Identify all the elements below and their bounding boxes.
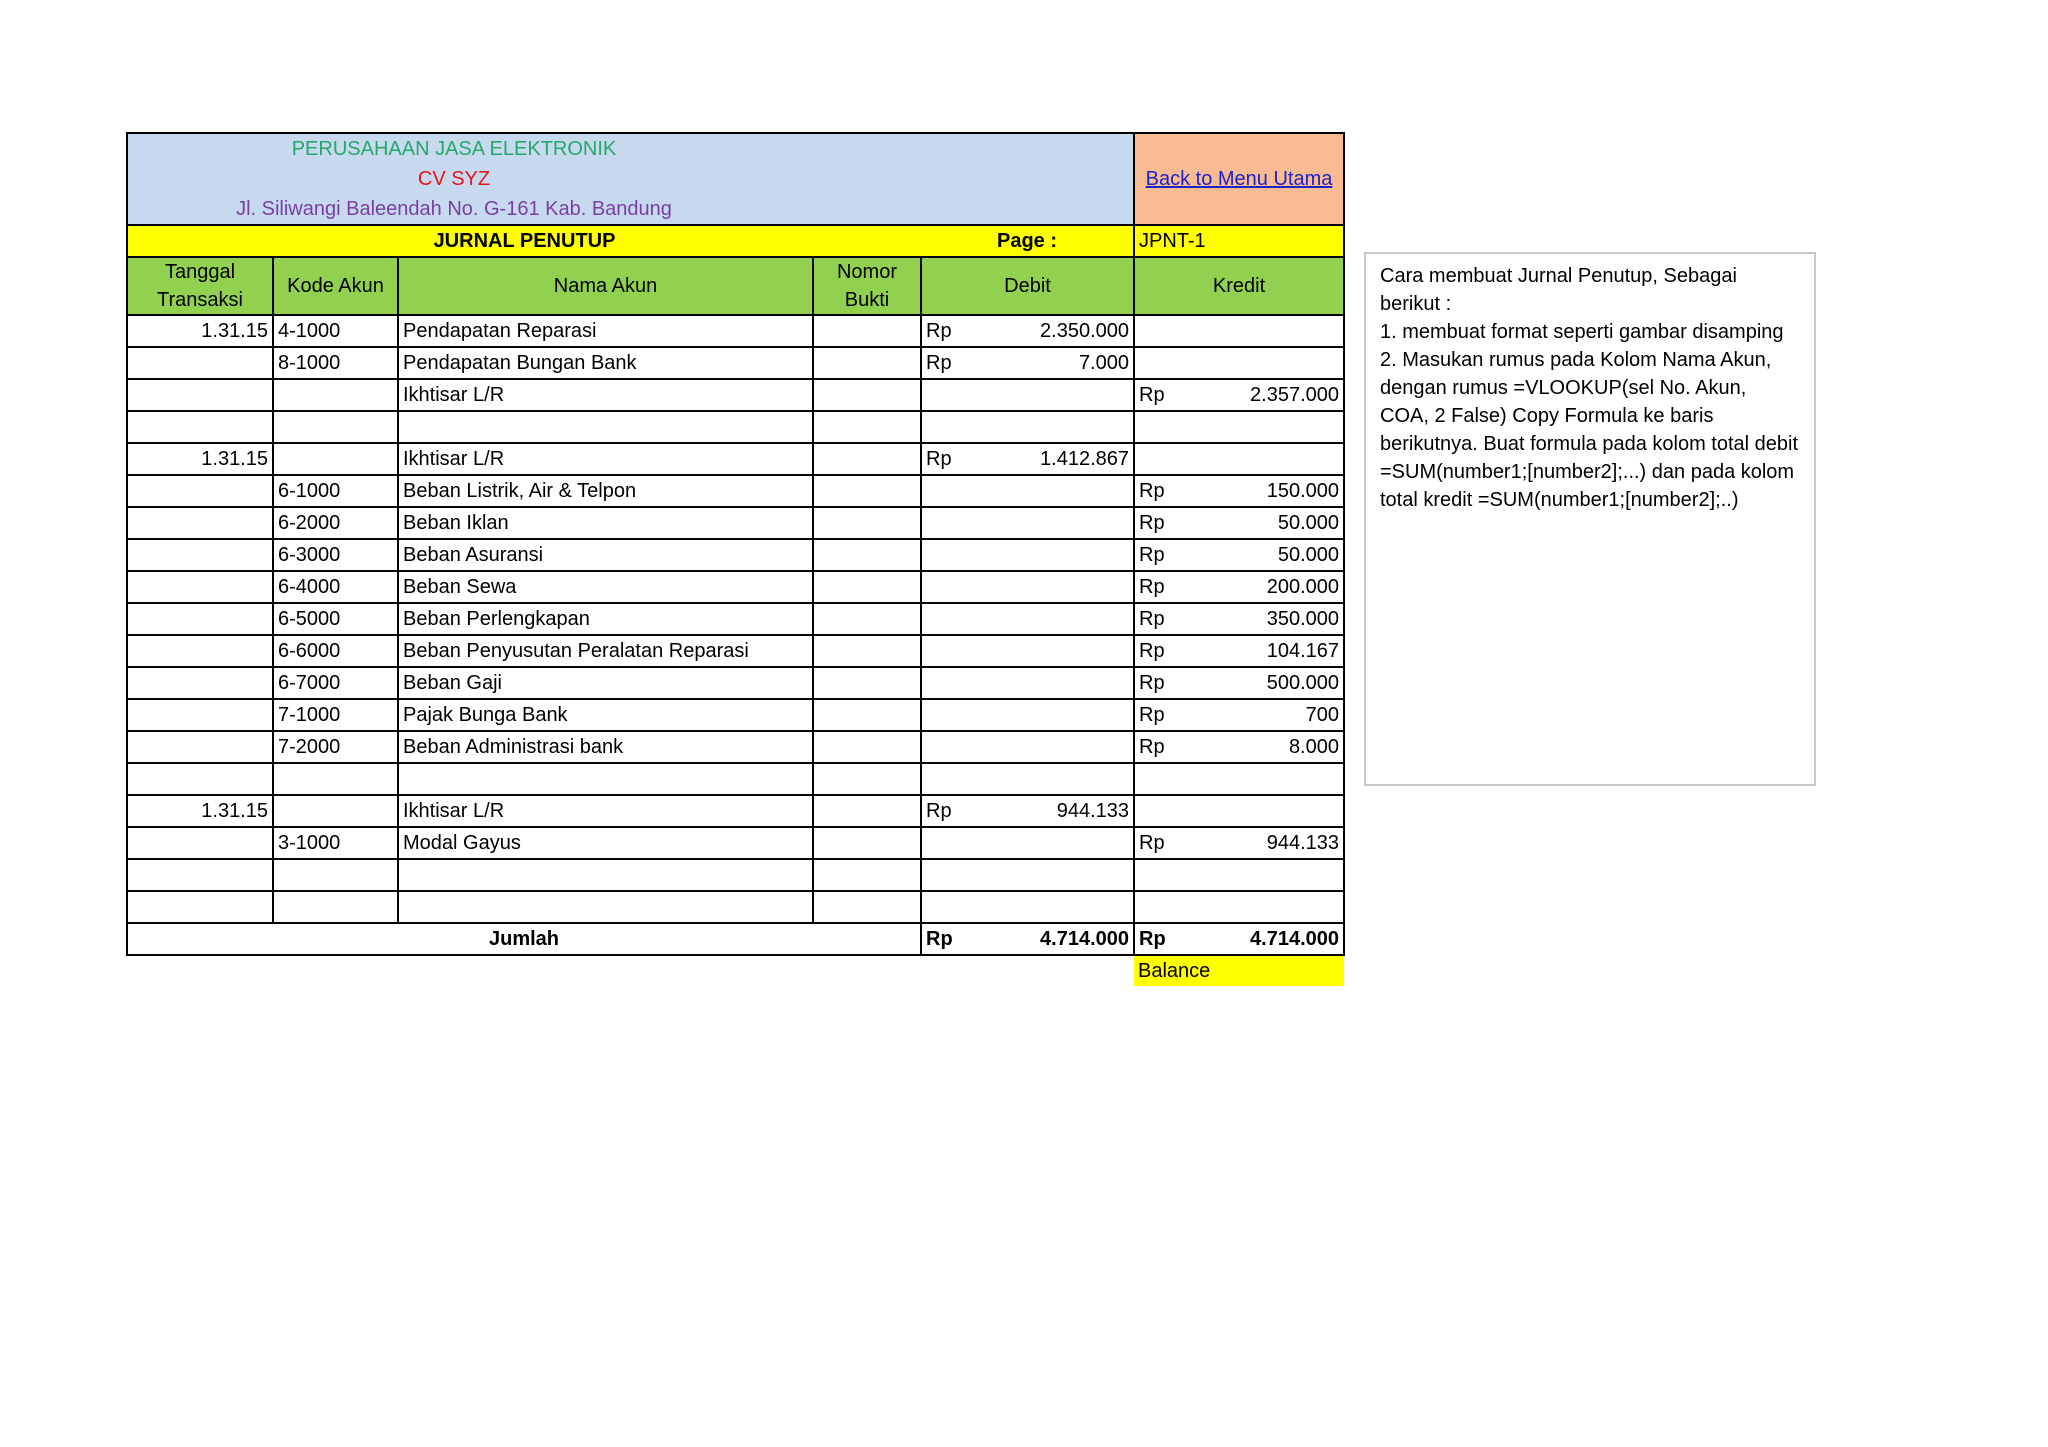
cell-kredit [1134, 731, 1344, 763]
cell-nomor-bukti [813, 827, 921, 859]
col-debit: Debit [921, 257, 1134, 315]
cell-tanggal [127, 635, 273, 667]
cell-nomor-bukti [813, 347, 921, 379]
cell-debit [921, 635, 1134, 667]
cell-nomor-bukti [813, 571, 921, 603]
table-row [127, 347, 1344, 379]
cell-tanggal [127, 731, 273, 763]
currency-label: Rp [1139, 704, 1165, 726]
col-nomor-line2: Bukti [844, 289, 890, 311]
cell-tanggal: 1.31.15 [127, 315, 273, 347]
cell-debit [921, 315, 1134, 347]
cell-kode-akun: 6-4000 [273, 571, 398, 603]
col-tanggal-line2: Transaksi [157, 289, 243, 311]
cell-nama-akun: Beban Penyusutan Peralatan Reparasi [398, 635, 813, 667]
cell-kredit [1134, 635, 1344, 667]
cell-debit [921, 507, 1134, 539]
currency-label: Rp [1139, 512, 1165, 534]
table-row [127, 571, 1344, 603]
cell-kredit-value: 944.133 [1266, 832, 1339, 854]
cell-debit-value: 944.133 [1056, 800, 1129, 822]
cell-kredit [1134, 603, 1344, 635]
cell-nama-akun: Beban Iklan [398, 507, 813, 539]
cell-tanggal [127, 763, 273, 795]
cell-nomor-bukti [813, 603, 921, 635]
cell-debit [921, 891, 1134, 923]
cell-debit [921, 795, 1134, 827]
cell-debit [921, 699, 1134, 731]
cell-kode-akun: 6-1000 [273, 475, 398, 507]
cell-tanggal [127, 475, 273, 507]
cell-tanggal [127, 347, 273, 379]
cell-kredit [1134, 763, 1344, 795]
cell-nama-akun: Beban Asuransi [398, 539, 813, 571]
cell-kredit [1134, 795, 1344, 827]
table-row [127, 731, 1344, 763]
currency-label: Rp [926, 800, 952, 822]
page-label: Page : [921, 225, 1134, 257]
cell-kredit [1134, 315, 1344, 347]
col-nama: Nama Akun [398, 257, 813, 315]
cell-kode-akun: 8-1000 [273, 347, 398, 379]
column-header-row [127, 257, 1344, 315]
cell-kode-akun [273, 763, 398, 795]
cell-kredit [1134, 443, 1344, 475]
cell-kredit [1134, 475, 1344, 507]
cell-kredit-value: 200.000 [1266, 576, 1339, 598]
table-row [127, 763, 1344, 795]
currency-label: Rp [1139, 672, 1165, 694]
cell-kode-akun: 3-1000 [273, 827, 398, 859]
company-name-cell [127, 164, 1134, 194]
cell-tanggal [127, 827, 273, 859]
cell-nama-akun: Pajak Bunga Bank [398, 699, 813, 731]
cell-tanggal [127, 603, 273, 635]
cell-nama-akun [398, 859, 813, 891]
cell-kode-akun: 6-7000 [273, 667, 398, 699]
total-debit-value: 4.714.000 [1040, 928, 1129, 950]
cell-tanggal: 1.31.15 [127, 443, 273, 475]
cell-nama-akun [398, 411, 813, 443]
company-address: Jl. Siliwangi Baleendah No. G-161 Kab. Bandung [236, 198, 672, 220]
cell-nama-akun: Pendapatan Bungan Bank [398, 347, 813, 379]
cell-nomor-bukti [813, 539, 921, 571]
currency-label: Rp [926, 928, 953, 950]
cell-kredit [1134, 571, 1344, 603]
currency-label: Rp [926, 352, 952, 374]
balance-row [127, 955, 1344, 986]
cell-kredit-value: 50.000 [1277, 512, 1339, 534]
cell-kredit [1134, 667, 1344, 699]
company-name: CV SYZ [417, 168, 491, 190]
company-type-cell [127, 133, 1134, 164]
cell-nama-akun: Pendapatan Reparasi [398, 315, 813, 347]
total-row [127, 923, 1344, 955]
currency-label: Rp [1139, 640, 1165, 662]
cell-debit [921, 571, 1134, 603]
cell-debit [921, 603, 1134, 635]
cell-nomor-bukti [813, 475, 921, 507]
cell-kredit-value: 50.000 [1277, 544, 1339, 566]
journal-title: JURNAL PENUTUP [127, 225, 921, 257]
cell-kredit [1134, 891, 1344, 923]
currency-label: Rp [1139, 544, 1165, 566]
cell-kredit-value: 150.000 [1266, 480, 1339, 502]
cell-kode-akun [273, 795, 398, 827]
cell-tanggal [127, 411, 273, 443]
table-row [127, 411, 1344, 443]
col-nomor [813, 257, 921, 315]
cell-nama-akun: Beban Perlengkapan [398, 603, 813, 635]
currency-label: Rp [1139, 928, 1166, 950]
cell-tanggal [127, 859, 273, 891]
table-row [127, 827, 1344, 859]
balance-spacer [127, 955, 1134, 986]
cell-tanggal [127, 699, 273, 731]
cell-debit [921, 347, 1134, 379]
cell-kode-akun [273, 859, 398, 891]
total-debit [921, 923, 1134, 955]
cell-nomor-bukti [813, 667, 921, 699]
total-label: Jumlah [127, 923, 921, 955]
cell-kode-akun [273, 411, 398, 443]
table-row [127, 379, 1344, 411]
table-row [127, 507, 1344, 539]
cell-kredit [1134, 699, 1344, 731]
cell-nomor-bukti [813, 443, 921, 475]
cell-kode-akun: 6-5000 [273, 603, 398, 635]
cell-debit-value: 2.350.000 [1040, 320, 1129, 342]
cell-tanggal [127, 891, 273, 923]
table-row [127, 699, 1344, 731]
currency-label: Rp [1139, 832, 1165, 854]
currency-label: Rp [1139, 608, 1165, 630]
cell-nama-akun: Beban Listrik, Air & Telpon [398, 475, 813, 507]
cell-nomor-bukti [813, 891, 921, 923]
col-tanggal [127, 257, 273, 315]
col-kredit: Kredit [1134, 257, 1344, 315]
cell-kredit-value: 700 [1305, 704, 1339, 726]
table-row [127, 891, 1344, 923]
currency-label: Rp [926, 448, 952, 470]
cell-nomor-bukti [813, 379, 921, 411]
cell-tanggal: 1.31.15 [127, 795, 273, 827]
currency-label: Rp [1139, 480, 1165, 502]
cell-debit [921, 443, 1134, 475]
closing-journal-table [126, 132, 1345, 986]
cell-tanggal [127, 379, 273, 411]
cell-nomor-bukti [813, 731, 921, 763]
table-row [127, 635, 1344, 667]
cell-nomor-bukti [813, 859, 921, 891]
cell-nama-akun: Beban Gaji [398, 667, 813, 699]
currency-label: Rp [1139, 384, 1165, 406]
table-row [127, 603, 1344, 635]
cell-nama-akun: Beban Sewa [398, 571, 813, 603]
cell-kredit-value: 350.000 [1266, 608, 1339, 630]
cell-nomor-bukti [813, 635, 921, 667]
cell-kode-akun: 7-2000 [273, 731, 398, 763]
cell-nomor-bukti [813, 411, 921, 443]
cell-kode-akun: 4-1000 [273, 315, 398, 347]
cell-debit [921, 411, 1134, 443]
cell-debit [921, 379, 1134, 411]
cell-kredit-value: 2.357.000 [1250, 384, 1339, 406]
back-to-menu-link[interactable]: Back to Menu Utama [1145, 168, 1333, 190]
cell-debit [921, 731, 1134, 763]
total-kredit [1134, 923, 1344, 955]
cell-kredit [1134, 859, 1344, 891]
cell-debit [921, 667, 1134, 699]
cell-kredit [1134, 347, 1344, 379]
currency-label: Rp [1139, 576, 1165, 598]
cell-nama-akun: Ikhtisar L/R [398, 443, 813, 475]
cell-nama-akun: Ikhtisar L/R [398, 795, 813, 827]
cell-kode-akun: 7-1000 [273, 699, 398, 731]
page-code: JPNT-1 [1134, 225, 1344, 257]
currency-label: Rp [926, 320, 952, 342]
cell-kode-akun [273, 379, 398, 411]
cell-kredit-value: 500.000 [1266, 672, 1339, 694]
cell-nomor-bukti [813, 507, 921, 539]
cell-kredit-value: 8.000 [1288, 736, 1339, 758]
cell-kredit-value: 104.167 [1266, 640, 1339, 662]
title-row [127, 225, 1344, 257]
cell-debit [921, 763, 1134, 795]
cell-tanggal [127, 507, 273, 539]
cell-kode-akun: 6-2000 [273, 507, 398, 539]
instructions-textbox: Cara membuat Jurnal Penutup, Sebagai berikut : 1. membuat format seperti gambar disamping 2. Masukan rumus pada Kolom Nama Akun, dengan rumus =VLOOKUP(sel No. Akun, COA, 2 False) Copy Formula ke baris berikutnya. Buat formula pada kolom total debit =SUM(number1;[number2];...) dan pada kolom total kredit =SUM(number1;[number2];..) [1364, 252, 1816, 786]
cell-kredit [1134, 411, 1344, 443]
cell-nama-akun [398, 891, 813, 923]
header-row-1 [127, 133, 1344, 164]
cell-kredit [1134, 827, 1344, 859]
cell-debit [921, 475, 1134, 507]
cell-tanggal [127, 571, 273, 603]
cell-nama-akun [398, 763, 813, 795]
cell-kode-akun: 6-6000 [273, 635, 398, 667]
table-row [127, 859, 1344, 891]
cell-debit [921, 539, 1134, 571]
cell-nomor-bukti [813, 315, 921, 347]
cell-tanggal [127, 667, 273, 699]
cell-nama-akun: Beban Administrasi bank [398, 731, 813, 763]
cell-debit [921, 827, 1134, 859]
total-kredit-value: 4.714.000 [1250, 928, 1339, 950]
cell-kredit [1134, 379, 1344, 411]
cell-nomor-bukti [813, 699, 921, 731]
table-row [127, 475, 1344, 507]
cell-nama-akun: Ikhtisar L/R [398, 379, 813, 411]
currency-label: Rp [1139, 736, 1165, 758]
table-row [127, 795, 1344, 827]
cell-kode-akun [273, 443, 398, 475]
table-row [127, 443, 1344, 475]
cell-kode-akun: 6-3000 [273, 539, 398, 571]
balance-status: Balance [1134, 955, 1344, 986]
cell-nomor-bukti [813, 795, 921, 827]
back-cell [1134, 133, 1344, 225]
cell-debit-value: 7.000 [1078, 352, 1129, 374]
col-nomor-line1: Nomor [836, 261, 897, 283]
cell-tanggal [127, 539, 273, 571]
cell-kode-akun [273, 891, 398, 923]
cell-kredit [1134, 507, 1344, 539]
col-tanggal-line1: Tanggal [164, 261, 236, 283]
cell-debit [921, 859, 1134, 891]
col-kode: Kode Akun [273, 257, 398, 315]
cell-debit-value: 1.412.867 [1040, 448, 1129, 470]
table-row [127, 539, 1344, 571]
cell-nomor-bukti [813, 763, 921, 795]
company-type: PERUSAHAAN JASA ELEKTRONIK [291, 138, 617, 160]
cell-nama-akun: Modal Gayus [398, 827, 813, 859]
table-row [127, 315, 1344, 347]
table-row [127, 667, 1344, 699]
cell-kredit [1134, 539, 1344, 571]
address-cell [127, 194, 1134, 225]
